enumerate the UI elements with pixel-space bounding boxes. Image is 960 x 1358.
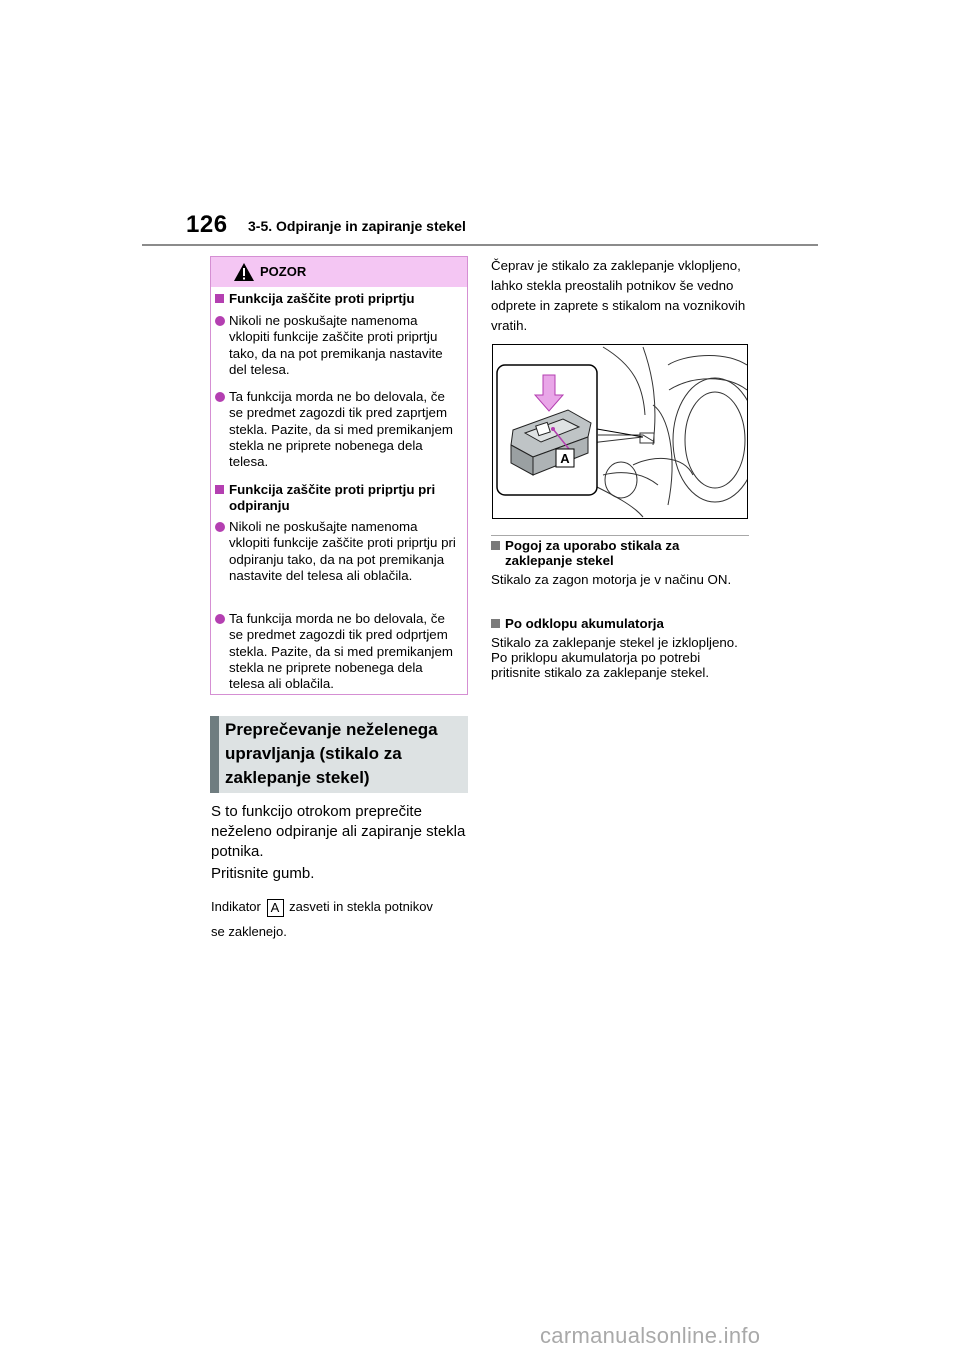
caution-subheading: Funkcija zaščite proti priprtju	[215, 291, 461, 307]
warning-triangle-icon	[233, 262, 255, 282]
caution-header	[211, 257, 467, 287]
right-paragraph: Čeprav je stikalo za zaklepanje vklopljeno, lahko stekla preostalih potnikov še vedno odprete in zaprete s stikalom na voznikovih vratih.	[491, 258, 746, 333]
illustration-label-a: A	[560, 451, 570, 466]
step-text: Pritisnite gumb.	[211, 865, 315, 882]
header-divider	[142, 244, 818, 246]
caution-bullet: Nikoli ne poskušajte namenoma vklopiti funkcije zaščite proti priprtju pri odpiranju tako, da na pot premikanja nastavite del telesa ali oblačila.	[215, 519, 461, 584]
round-bullet-icon	[215, 522, 225, 532]
caution-subheading: Funkcija zaščite proti priprtju pri odpiranju	[215, 482, 461, 515]
indicator-line: Indikator A zasveti in stekla potnikov	[211, 899, 433, 915]
indicator-line-cont: se zaklenejo.	[211, 924, 287, 939]
round-bullet-icon	[215, 316, 225, 326]
round-bullet-icon	[215, 392, 225, 402]
caution-title: POZOR	[260, 264, 307, 279]
caution-bullet: Ta funkcija morda ne bo delovala, če se predmet zagozdi tik pred odprtjem stekla. Pazite, da si med premikanjem stekla ne priprete nobenega dela telesa ali oblačila.	[215, 611, 461, 692]
watermark: carmanualsonline.info	[540, 1323, 761, 1348]
right-divider	[491, 535, 749, 536]
section-title: 3-5. Odpiranje in zapiranje stekel	[248, 218, 466, 234]
square-bullet-icon	[215, 294, 224, 303]
square-bullet-icon	[215, 485, 224, 494]
window-lock-switch-illustration	[492, 344, 748, 519]
page-number: 126	[186, 211, 228, 238]
heading-accent-bar	[210, 716, 219, 793]
round-bullet-icon	[215, 614, 225, 624]
callout-label-a: A	[267, 899, 284, 917]
caution-bullet: Nikoli ne poskušajte namenoma vklopiti funkcije zaščite proti priprtju tako, da na pot premikanja nastavite del telesa.	[215, 313, 461, 378]
info-item-battery: Po odklopu akumulatorja Stikalo za zaklepanje stekel je izklopljeno. Po priklopu akumulatorja po potrebi pritisnite stikalo za zaklepanje stekel.	[491, 616, 738, 680]
square-bullet-icon	[491, 619, 500, 628]
info-item-condition: Pogoj za uporabo stikala za zaklepanje stekel Stikalo za zagon motorja je v načinu ON.	[491, 538, 732, 587]
intro-text: S to funkcijo otrokom preprečite neželeno odpiranje ali zapiranje stekla potnika.	[211, 803, 466, 860]
section-heading: Preprečevanje neželenega upravljanja (stikalo za zaklepanje stekel)	[225, 720, 438, 787]
caution-bullet: Ta funkcija morda ne bo delovala, če se predmet zagozdi tik pred zaprtjem stekla. Pazite, da si med premikanjem stekla ne priprete nobenega dela telesa.	[215, 389, 461, 470]
door-panel-drawing	[493, 345, 747, 518]
section-heading-box	[210, 716, 468, 793]
square-bullet-icon	[491, 541, 500, 550]
caution-box	[210, 256, 468, 695]
